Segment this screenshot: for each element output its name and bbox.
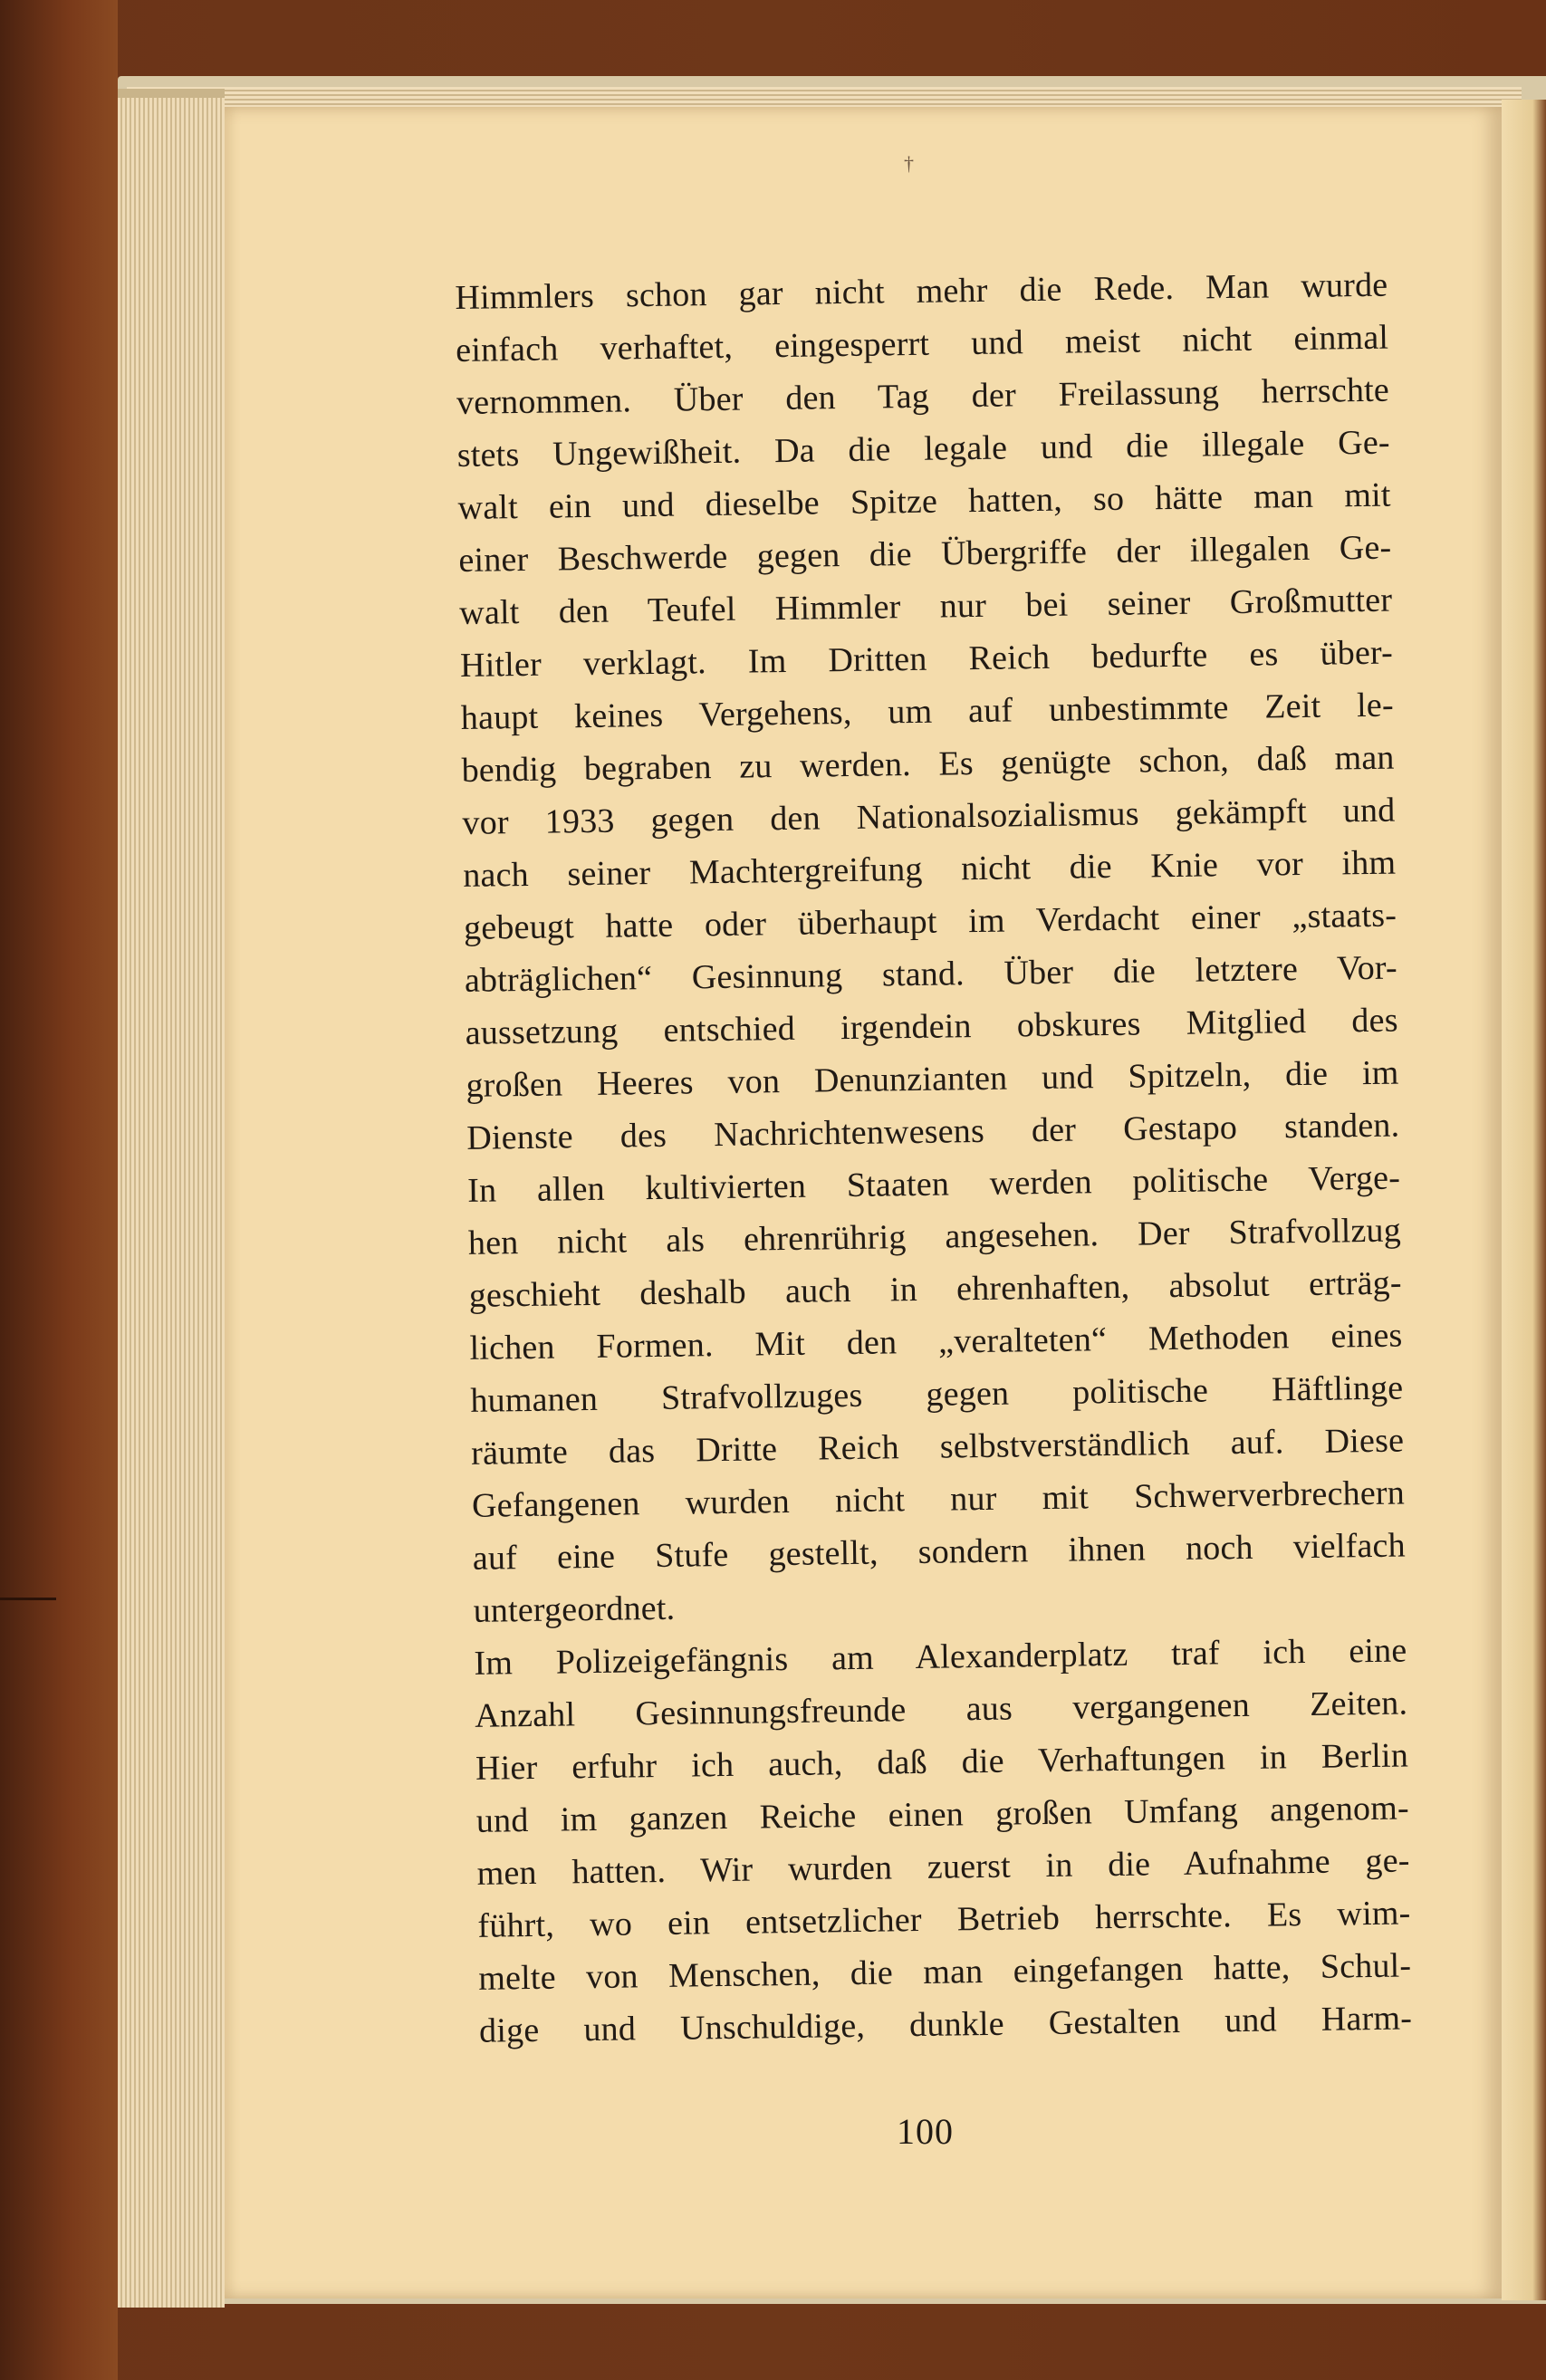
- text-line: Himmlers schon gar nicht mehr die Rede. Man wurde: [455, 265, 1388, 317]
- text-line: vor 1933 gegen den Nationalsozialismus gekämpft und: [462, 791, 1396, 842]
- page-stack-top-edges: [127, 87, 1522, 107]
- text-line: räumte das Dritte Reich selbstverständlich auf. Diese: [470, 1421, 1405, 1473]
- text-line: Gefangenen wurden nicht nur mit Schwerverbrechern: [471, 1473, 1406, 1525]
- text-line: haupt keines Vergehens, um auf unbestimmte Zeit le-: [460, 686, 1395, 737]
- text-line: Im Polizeigefängnis am Alexanderplatz traf ich eine: [474, 1631, 1407, 1683]
- text-line: abträglichen“ Gesinnung stand. Über die letztere Vor-: [464, 948, 1398, 1000]
- text-line: einfach verhaftet, eingesperrt und meist nicht einmal: [455, 318, 1389, 369]
- text-line: men hatten. Wir wurden zuerst in die Aufnahme ge-: [476, 1841, 1410, 1893]
- text-line: großen Heeres von Denunzianten und Spitzeln, die im: [466, 1053, 1399, 1105]
- text-line: einer Beschwerde gegen die Übergriffe der illegalen Ge-: [458, 528, 1392, 580]
- text-line: Hier erfuhr ich auch, daß die Verhaftungen in Berlin: [475, 1736, 1409, 1788]
- page-right-edge: [1502, 100, 1546, 2300]
- text-line: dige und Unschuldige, dunkle Gestalten und Harm-: [478, 1999, 1413, 2050]
- text-line: nach seiner Machtergreifung nicht die Knie vor ihm: [463, 843, 1397, 895]
- page-number: 100: [897, 2111, 954, 2152]
- text-line: humanen Strafvollzuges gegen politische Häftlinge: [470, 1368, 1404, 1420]
- text-line: Anzahl Gesinnungsfreunde aus vergangenen Zeiten.: [474, 1684, 1408, 1735]
- text-line: melte von Menschen, die man eingefangen hatte, Schul-: [478, 1946, 1412, 1998]
- text-line: lichen Formen. Mit den „veralteten“ Methoden eines: [469, 1316, 1403, 1368]
- text-line: untergeordnet.: [473, 1588, 676, 1630]
- top-mark: †: [904, 152, 914, 175]
- text-line: auf eine Stufe gestellt, sondern ihnen noch vielfach: [472, 1526, 1407, 1578]
- text-line: vernommen. Über den Tag der Freilassung herrschte: [456, 370, 1390, 422]
- text-line: walt den Teufel Himmler nur bei seiner Großmutter: [458, 581, 1393, 632]
- text-line: bendig begraben zu werden. Es genügte schon, daß man: [461, 738, 1395, 790]
- text-line: und im ganzen Reiche einen großen Umfang angenom-: [475, 1789, 1410, 1840]
- text-line: Hitler verklagt. Im Dritten Reich bedurfte es über-: [459, 633, 1394, 685]
- text-line: geschieht deshalb auch in ehrenhaften, absolut erträg-: [468, 1263, 1402, 1315]
- scan-edge-tick: [0, 1598, 56, 1600]
- text-line: In allen kultivierten Staaten werden politische Verge-: [466, 1158, 1401, 1210]
- body-text: [455, 259, 1412, 2058]
- text-line: hen nicht als ehrenrührig angesehen. Der Strafvollzug: [467, 1211, 1402, 1262]
- text-line: führt, wo ein entsetzlicher Betrieb herrschte. Es wim-: [477, 1894, 1411, 1945]
- text-line: stets Ungewißheit. Da die legale und die illegale Ge-: [456, 423, 1391, 475]
- text-line: aussetzung entschied irgendein obskures Mitglied des: [465, 1001, 1398, 1052]
- scan-left-strip: [0, 0, 118, 2380]
- text-line: walt ein und dieselbe Spitze hatten, so hätte man mit: [457, 475, 1391, 527]
- page-stack-left-edges: [118, 89, 225, 2308]
- text-line: gebeugt hatte oder überhaupt im Verdacht einer „staats-: [463, 896, 1397, 947]
- text-line: Dienste des Nachrichtenwesens der Gestapo standen.: [466, 1106, 1400, 1157]
